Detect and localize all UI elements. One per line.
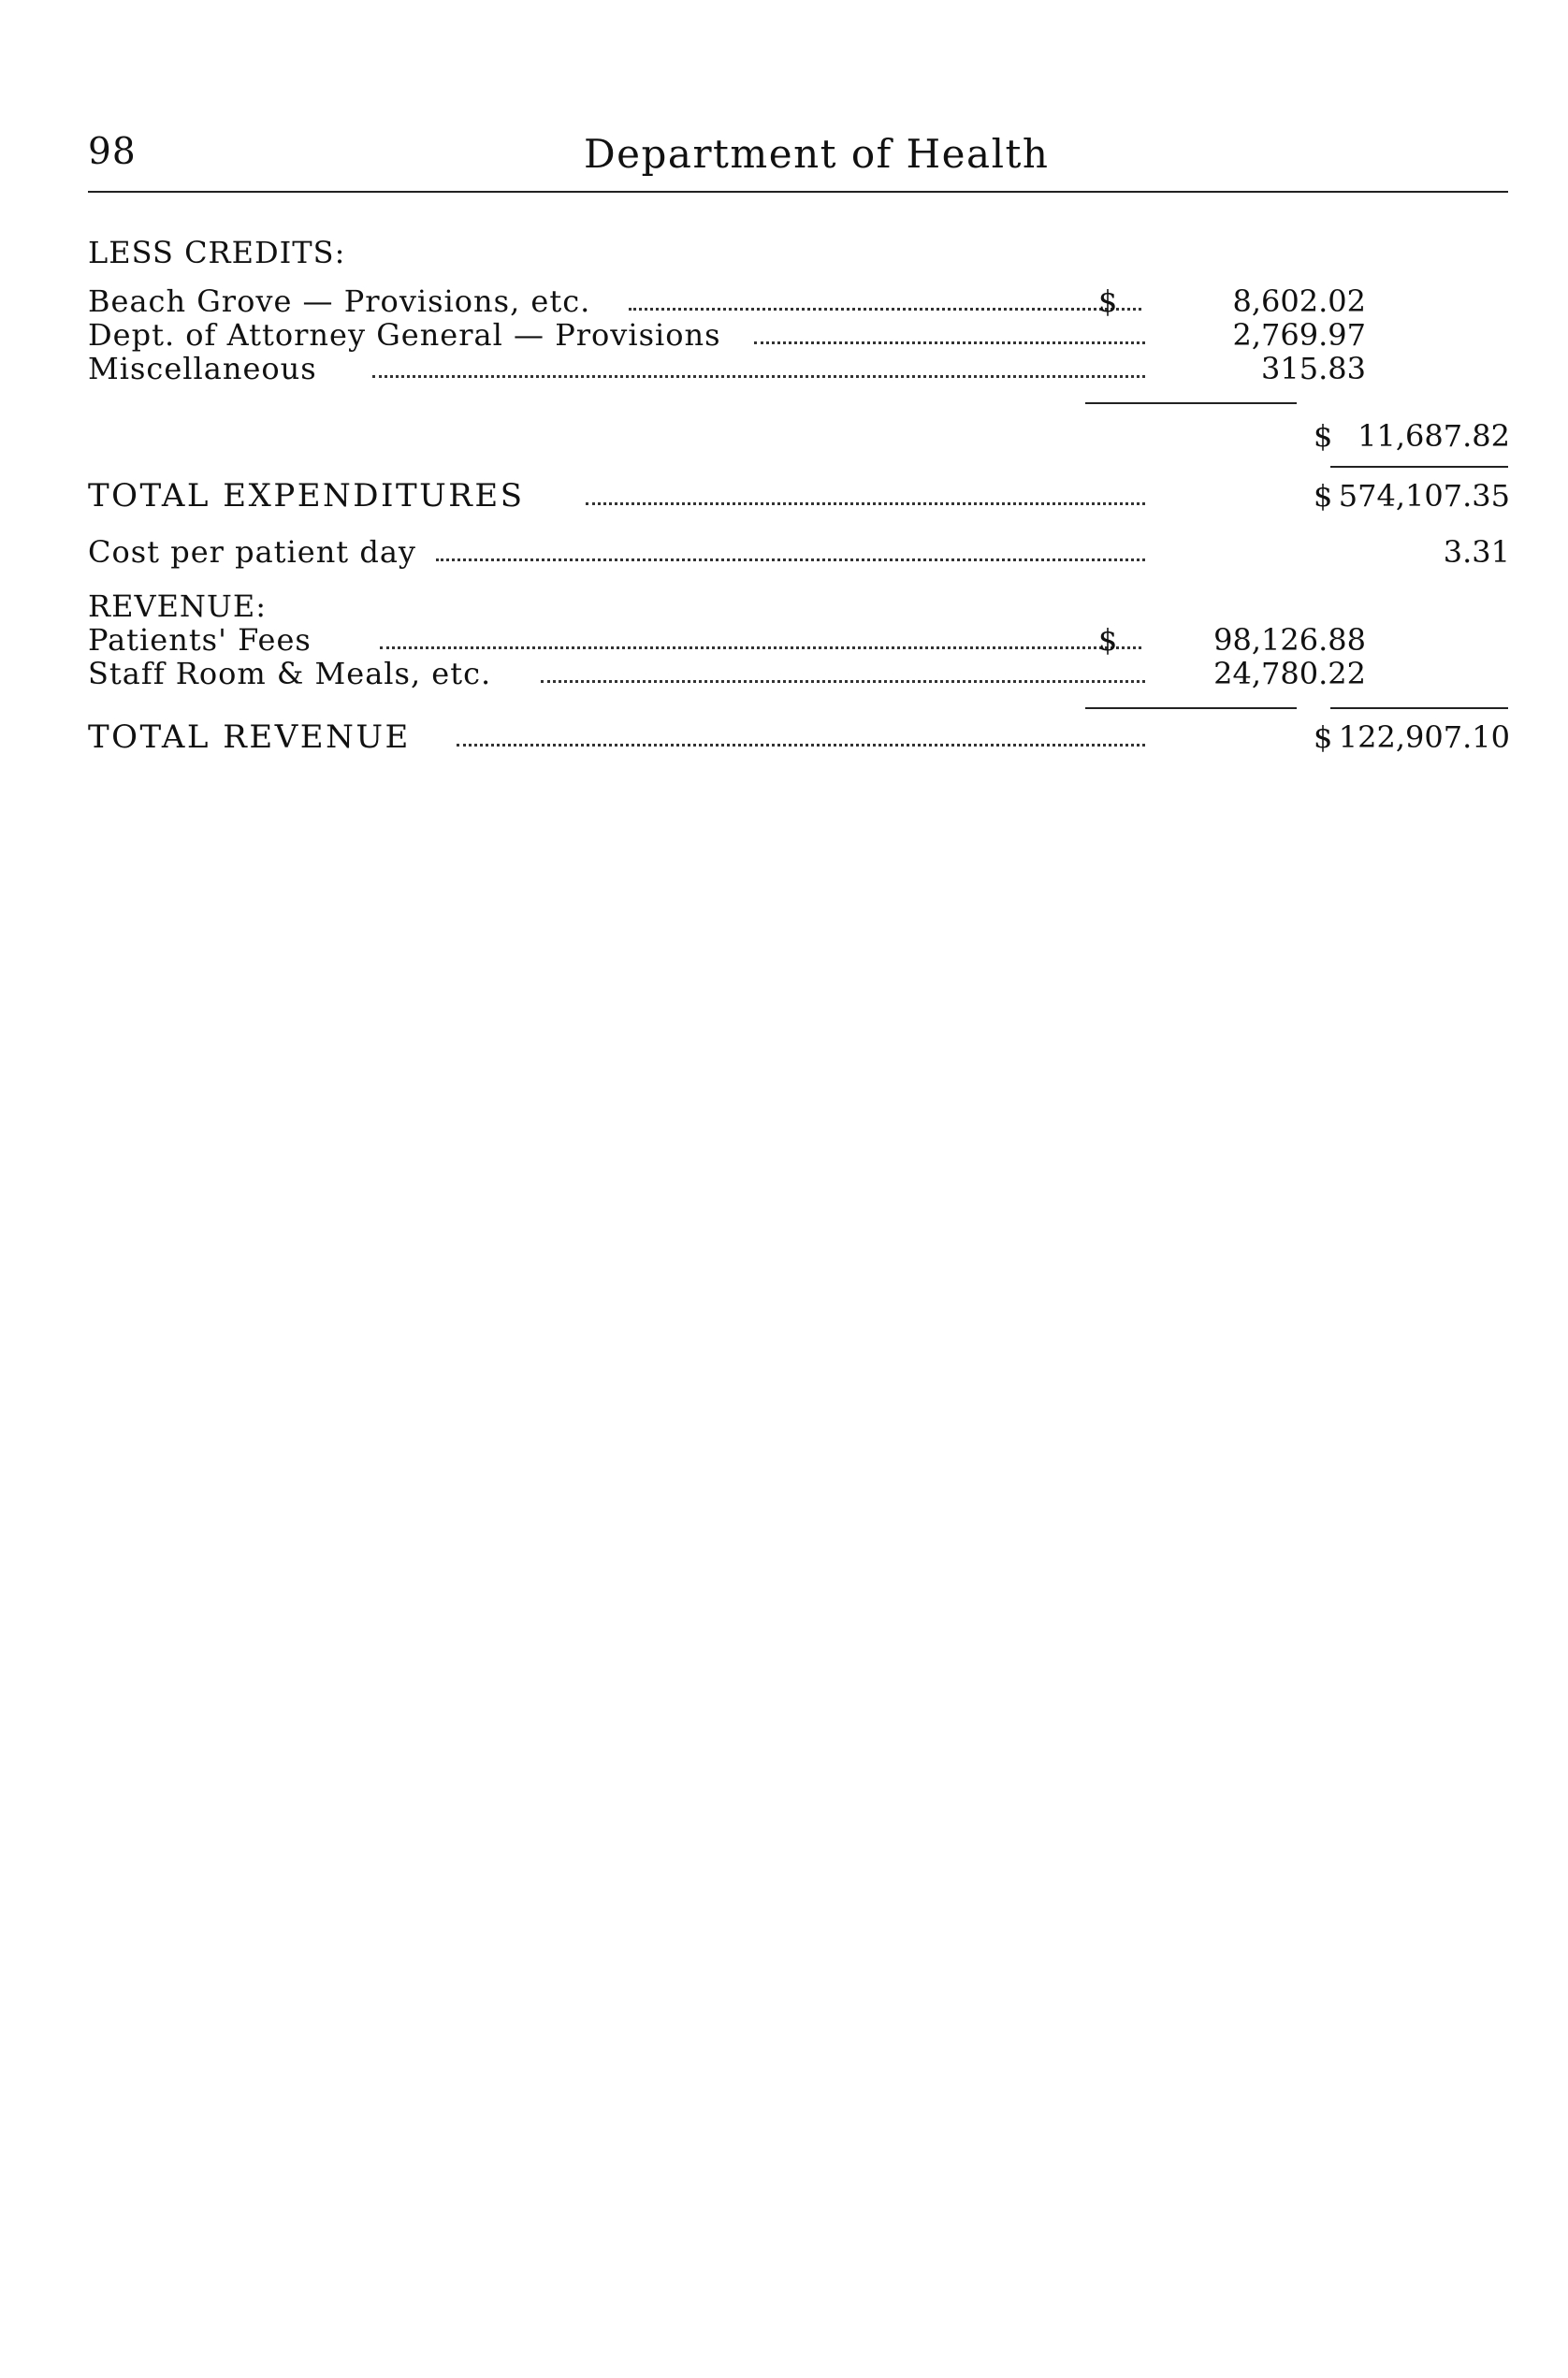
dot-leader [436, 558, 1145, 561]
credits-total-amount: 11,687.82 [1357, 418, 1510, 454]
running-title: Department of Health [584, 131, 1050, 177]
subtotal-rule [1085, 707, 1297, 709]
dot-leader [372, 375, 1145, 378]
currency-sign: $ [1314, 418, 1333, 454]
revenue-heading: REVENUE: [88, 588, 268, 624]
cost-per-patient-day-row [88, 535, 1510, 569]
credits-total-row [88, 419, 1510, 453]
total-rule [1330, 466, 1508, 468]
revenue-row [88, 657, 1510, 690]
credit-row [88, 284, 1510, 318]
page-number: 98 [88, 131, 137, 173]
credit-amount: 315.83 [1261, 351, 1366, 386]
revenue-heading-row [88, 589, 1510, 623]
total-revenue-row [88, 720, 1510, 754]
revenue-amount: 98,126.88 [1213, 622, 1366, 658]
less-credits-heading-row [88, 236, 1510, 269]
currency-sign: $ [1314, 719, 1333, 755]
credit-label: Beach Grove — Provisions, etc. [88, 283, 591, 319]
revenue-row [88, 623, 1510, 657]
total-expenditures-row [88, 479, 1510, 513]
total-expenditures-label: TOTAL EXPENDITURES [88, 477, 525, 515]
less-credits-heading: LESS CREDITS: [88, 235, 346, 270]
total-revenue-amount: 122,907.10 [1338, 719, 1510, 755]
subtotal-rule [1085, 402, 1297, 404]
credit-amount: 8,602.02 [1232, 283, 1366, 319]
currency-sign: $ [1098, 622, 1118, 658]
total-revenue-label: TOTAL REVENUE [88, 718, 411, 756]
header-rule [88, 191, 1508, 193]
dot-leader [541, 680, 1145, 683]
cost-per-patient-day-amount: 3.31 [1443, 534, 1510, 570]
dot-leader [457, 744, 1145, 747]
credit-row [88, 318, 1510, 352]
credit-label: Dept. of Attorney General — Provisions [88, 317, 721, 353]
total-rule [1330, 707, 1508, 709]
dot-leader [380, 646, 1141, 649]
credit-label: Miscellaneous [88, 351, 317, 386]
credit-amount: 2,769.97 [1232, 317, 1366, 353]
currency-sign: $ [1098, 283, 1118, 319]
credit-row [88, 352, 1510, 385]
dot-leader [629, 308, 1141, 311]
currency-sign: $ [1314, 478, 1333, 514]
dot-leader [754, 341, 1145, 344]
revenue-label: Staff Room & Meals, etc. [88, 656, 492, 691]
dot-leader [586, 502, 1145, 505]
revenue-label: Patients' Fees [88, 622, 312, 658]
cost-per-patient-day-label: Cost per patient day [88, 534, 416, 570]
total-expenditures-amount: 574,107.35 [1338, 478, 1510, 514]
page-header [88, 131, 1508, 187]
revenue-amount: 24,780.22 [1213, 656, 1366, 691]
